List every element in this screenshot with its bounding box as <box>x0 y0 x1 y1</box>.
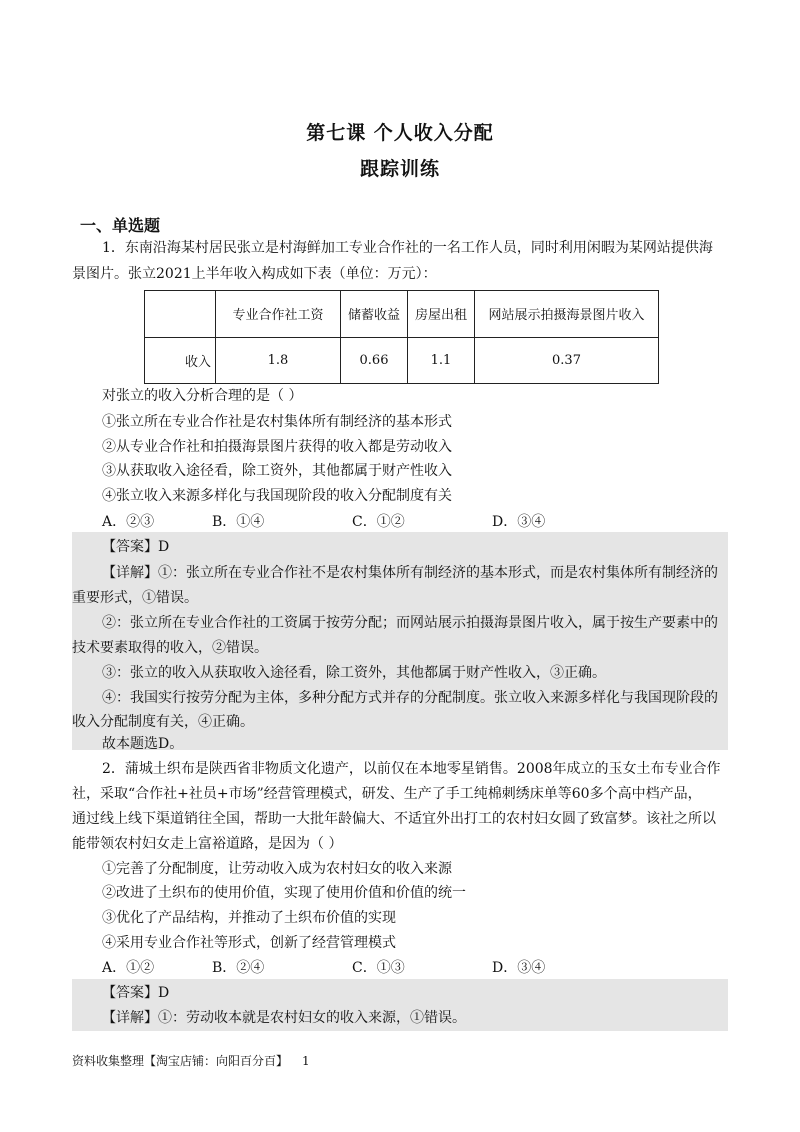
q2-stem-line: 2．蒲城土织布是陕西省非物质文化遗产，以前仅在本地零星销售。2008年成立的玉女土布专业合作 <box>102 761 721 777</box>
income-table-row-label: 收入 <box>145 337 216 384</box>
q1-conclusion: 故本题选D。 <box>102 736 184 752</box>
q2-option-a: A．①② <box>102 960 155 976</box>
income-table-cell: 1.1 <box>408 337 475 384</box>
income-table-row <box>145 337 659 384</box>
income-table-cell: 0.66 <box>341 337 408 384</box>
income-table-cell: 1.8 <box>216 337 341 384</box>
income-table-header: 房屋出租 <box>408 291 475 338</box>
q1-option-b: B．①④ <box>212 514 265 530</box>
q1-detail-line: ②：张立所在专业合作社的工资属于按劳分配；而网站展示拍摄海景图片收入，属于按生产要素中的 <box>102 615 718 631</box>
q1-answer: 【答案】D <box>102 539 170 555</box>
income-table-header-row <box>145 291 659 338</box>
q2-option-d: D．③④ <box>492 960 546 976</box>
income-table-header: 储蓄收益 <box>341 291 408 338</box>
q1-item: ④张立收入来源多样化与我国现阶段的收入分配制度有关 <box>102 488 452 504</box>
q1-detail-line: 收入分配制度有关，④正确。 <box>72 714 254 730</box>
q2-detail-line: 【详解】①：劳动收本就是农村妇女的收入来源，①错误。 <box>102 1010 466 1026</box>
q1-question: 对张立的收入分析合理的是（ ） <box>102 388 303 404</box>
q1-item: ③从获取收入途径看，除工资外，其他都属于财产性收入 <box>102 463 452 479</box>
q1-stem-line-1: 1．东南沿海某村居民张立是村海鲜加工专业合作社的一名工作人员，同时利用闲暇为某网站提供海 <box>102 240 713 256</box>
income-table <box>144 290 659 384</box>
page-subtitle: 跟踪训练 <box>359 158 440 180</box>
q1-detail-line: ③：张立的收入从获取收入途径看，除工资外，其他都属于财产性收入，③正确。 <box>102 665 606 681</box>
page-number: 1 <box>302 1054 310 1068</box>
income-table-cell: 0.37 <box>475 337 659 384</box>
q1-option-a: A．②③ <box>102 514 155 530</box>
income-table-corner <box>145 291 216 338</box>
section-heading: 一、单选题 <box>80 216 161 235</box>
q1-detail-line: 【详解】①：张立所在专业合作社不是农村集体所有制经济的基本形式，而是农村集体所有制经济的 <box>102 565 718 581</box>
page-footer <box>72 1052 310 1069</box>
q1-option-c: C．①② <box>352 514 405 530</box>
q1-item: ①张立所在专业合作社是农村集体所有制经济的基本形式 <box>102 414 452 430</box>
income-table-header: 专业合作社工资 <box>216 291 341 338</box>
q1-detail-line: ④：我国实行按劳分配为主体，多种分配方式并存的分配制度。张立收入来源多样化与我国现阶段的 <box>102 690 718 706</box>
q2-stem-line: 通过线上线下渠道销往全国，帮助一大批年龄偏大、不适宜外出打工的农村妇女圆了致富梦。该社之所以 <box>72 811 716 827</box>
q1-detail-line: 技术要素取得的收入，②错误。 <box>72 640 268 656</box>
q2-item: ④采用专业合作社等形式，创新了经营管理模式 <box>102 935 396 951</box>
q1-option-d: D．③④ <box>492 514 546 530</box>
q2-item: ①完善了分配制度，让劳动收入成为农村妇女的收入来源 <box>102 861 452 877</box>
q2-option-c: C．①③ <box>352 960 405 976</box>
q2-stem-line: 社，采取“合作社+社员+市场”经营管理模式，研发、生产了手工纯棉刺绣床单等60多个高中档产品， <box>72 786 702 802</box>
q1-item: ②从专业合作社和拍摄海景图片获得的收入都是劳动收入 <box>102 439 452 455</box>
q2-stem-line: 能带领农村妇女走上富裕道路，是因为（ ） <box>72 836 343 852</box>
page-title: 第七课 个人收入分配 <box>306 122 494 144</box>
q2-option-b: B．②④ <box>212 960 265 976</box>
q1-stem-line-2: 景图片。张立2021上半年收入构成如下表（单位：万元）： <box>72 266 437 282</box>
q2-answer: 【答案】D <box>102 985 170 1001</box>
q2-item: ③优化了产品结构，并推动了土织布价值的实现 <box>102 910 396 926</box>
q1-detail-line: 重要形式，①错误。 <box>72 590 198 606</box>
income-table-header: 网站展示拍摄海景图片收入 <box>475 291 659 338</box>
q2-item: ②改进了土织布的使用价值，实现了使用价值和价值的统一 <box>102 885 466 901</box>
footer-text: 资料收集整理【淘宝店铺：向阳百分百】 <box>72 1054 289 1068</box>
